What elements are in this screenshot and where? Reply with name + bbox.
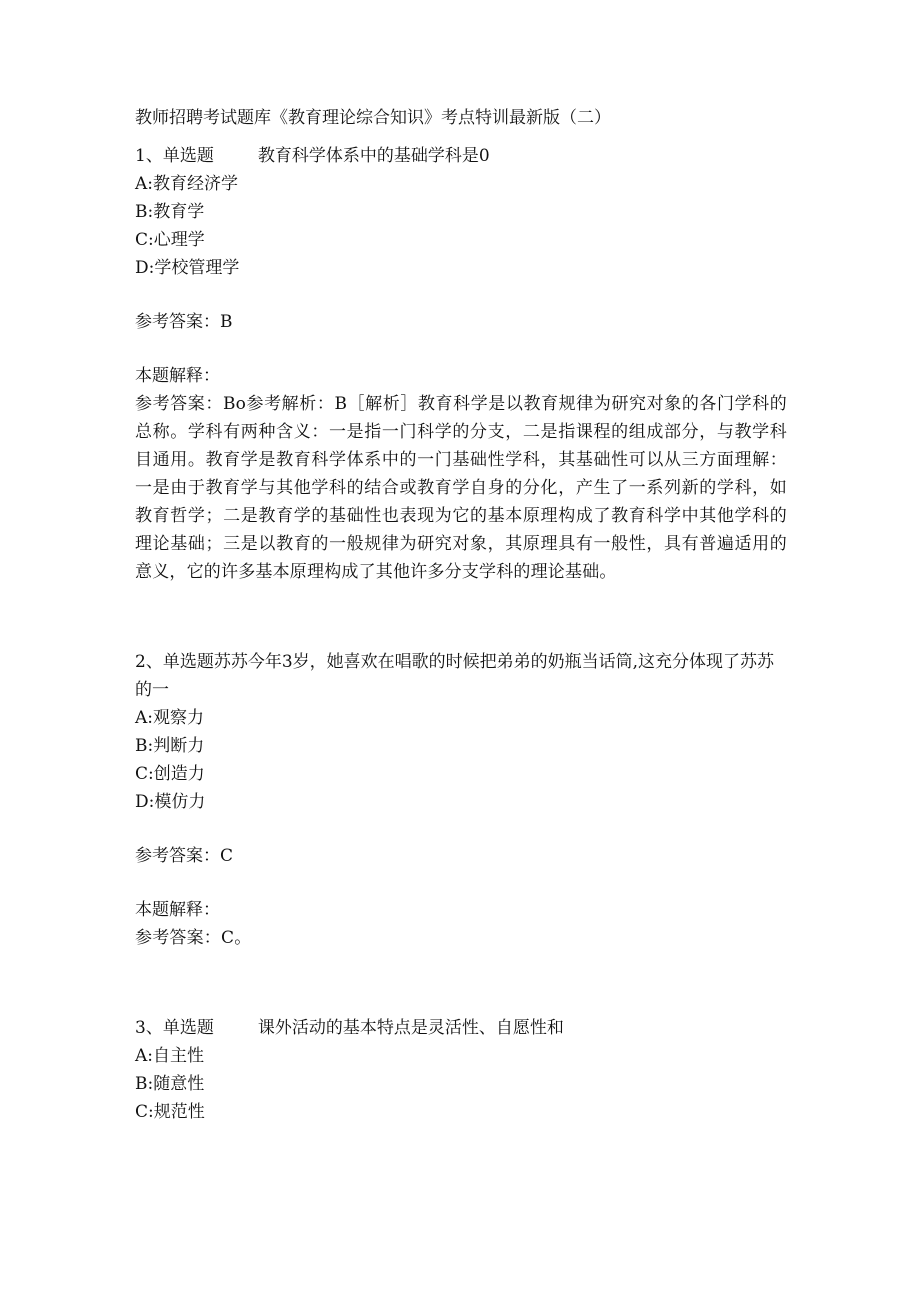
question-text: 课外活动的基本特点是灵活性、自愿性和: [257, 1018, 564, 1038]
option-c: C:规范性: [135, 1102, 205, 1122]
question-number-type: 1、单选题: [135, 146, 214, 166]
question-stem: [135, 648, 787, 704]
reference-answer: 参考答案：C: [135, 846, 234, 866]
option-a: A:教育经济学: [135, 174, 239, 194]
option-list: [135, 1042, 790, 1126]
explanation-label: 本题解释：: [135, 900, 220, 920]
question-1: [135, 142, 790, 586]
explanation-text: 参考答案：C。: [135, 928, 252, 948]
question-stem: [135, 1014, 790, 1042]
explanation-label: 本题解释：: [135, 366, 220, 386]
option-b: B:教育学: [135, 202, 205, 222]
option-b: B:判断力: [135, 736, 205, 756]
question-3: [135, 1014, 790, 1126]
option-b: B:随意性: [135, 1074, 205, 1094]
question-text: 苏苏今年3岁，她喜欢在唱歌的时候把弟弟的奶瓶当话筒,这充分体现了苏苏的一: [135, 652, 775, 700]
option-list: [135, 170, 790, 282]
question-number-type: 2、单选题: [135, 652, 214, 672]
document-page: [135, 104, 790, 1126]
document-title: 教师招聘考试题库《教育理论综合知识》考点特训最新版（二）: [135, 108, 611, 128]
option-a: A:观察力: [135, 708, 205, 728]
reference-answer: 参考答案：B: [135, 312, 233, 332]
question-2: [135, 648, 790, 952]
option-d: D:学校管理学: [135, 258, 240, 278]
option-c: C:心理学: [135, 230, 205, 250]
question-text: 教育科学体系中的基础学科是0: [257, 146, 490, 166]
option-c: C:创造力: [135, 764, 205, 784]
question-stem: [135, 142, 790, 170]
question-number-type: 3、单选题: [135, 1018, 214, 1038]
explanation-text: 参考答案：Bo参考解析：B［解析］教育科学是以教育规律为研究对象的各门学科的总称。学科有两种含义：一是指一门科学的分支，二是指课程的组成部分，与教学科目通用。教育学是教育科学体系中的一门基础性学科，其基础性可以从三方面理解：一是由于教育学与其他学科的结合或教育学自身的分化，产生了一系列新的学科，如教育哲学；二是教育学的基础性也表现为它的基本原理构成了教育科学中其他学科的理论基础；三是以教育的一般规律为研究对象，其原理具有一般性，具有普遍适用的意义，它的许多基本原理构成了其他许多分支学科的理论基础。: [135, 394, 787, 582]
option-a: A:自主性: [135, 1046, 205, 1066]
option-list: [135, 704, 790, 816]
option-d: D:模仿力: [135, 792, 206, 812]
